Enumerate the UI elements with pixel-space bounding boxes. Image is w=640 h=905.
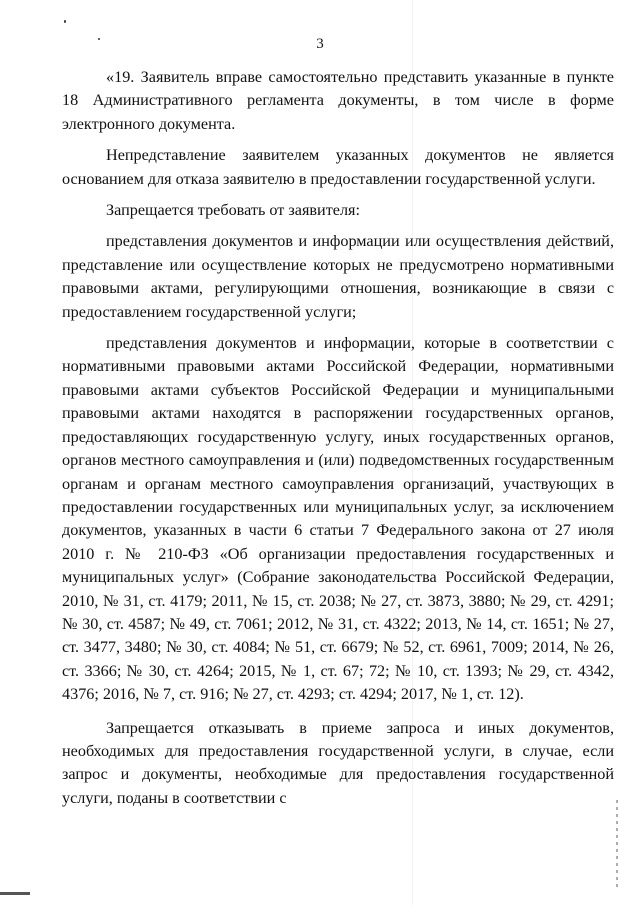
scan-bottom-mark	[0, 892, 30, 895]
scan-edge-mark	[616, 800, 618, 890]
paragraph-prohibition-documents: представления документов и информации, которые в соответствии с нормативными правовыми актами Российской Федерации, нормативными правовыми актами субъектов Российской Федерации и муниципальными правовыми актами находятся в распоряжении государственных органов, предоставляющих государственную услугу, иных государственных органов, органов местного самоуправления и (или) подведомственных государственным органам и органам местного самоуправления организаций, участвующих в предоставлении государственных или муниципальных услуг, за исключением документов, указанных в части 6 статьи 7 Федерального закона от 27 июля 2010 г. № 210-ФЗ «Об организации предоставления государственных и муниципальных услуг» (Собрание законодательства Российской Федерации, 2010, № 31, ст. 4179; 2011, № 15, ст. 2038; № 27, ст. 3873, 3880; № 29, ст. 4291; № 30, ст. 4587; № 49, ст. 7061; 2012, № 31, ст. 4322; 2013, № 14, ст. 1651; № 27, ст. 3477, 3480; № 30, ст. 4084; № 51, ст. 6679; № 52, ст. 6961, 7009; 2014, № 26, ст. 3366; № 30, ст. 4264; 2015, № 1, ст. 67; 72; № 10, ст. 1393; № 29, ст. 4342, 4376; 2016, № 7, ст. 916; № 27, ст. 4293; ст. 4294; 2017, № 1, ст. 12).	[62, 334, 614, 704]
paragraph-non-submission: Непредставление заявителем указанных документов не является основанием для отказа заявителю в предоставлении государственной услуги.	[62, 146, 614, 188]
scan-speck	[64, 20, 66, 23]
document-body	[62, 66, 614, 810]
paragraph-prohibition-heading: Запрещается требовать от заявителя:	[106, 201, 360, 220]
paragraph-item-19: «19. Заявитель вправе самостоятельно представить указанные в пункте 18 Административного регламента документы, в том числе в форме электронного документа.	[62, 68, 614, 133]
paragraph-prohibition-actions: представления документов и информации или осуществления действий, представление или осуществление которых не предусмотрено нормативными правовыми актами, регулирующими отношения, возникающие в связи с предоставлением государственной услуги;	[62, 232, 614, 321]
paragraph-refusal-prohibition: Запрещается отказывать в приеме запроса и иных документов, необходимых для предоставления государственной услуги, в случае, если запрос и документы, необходимые для предоставления государственной услуги, поданы в соответствии с	[62, 718, 614, 807]
page-number: 3	[316, 36, 324, 52]
